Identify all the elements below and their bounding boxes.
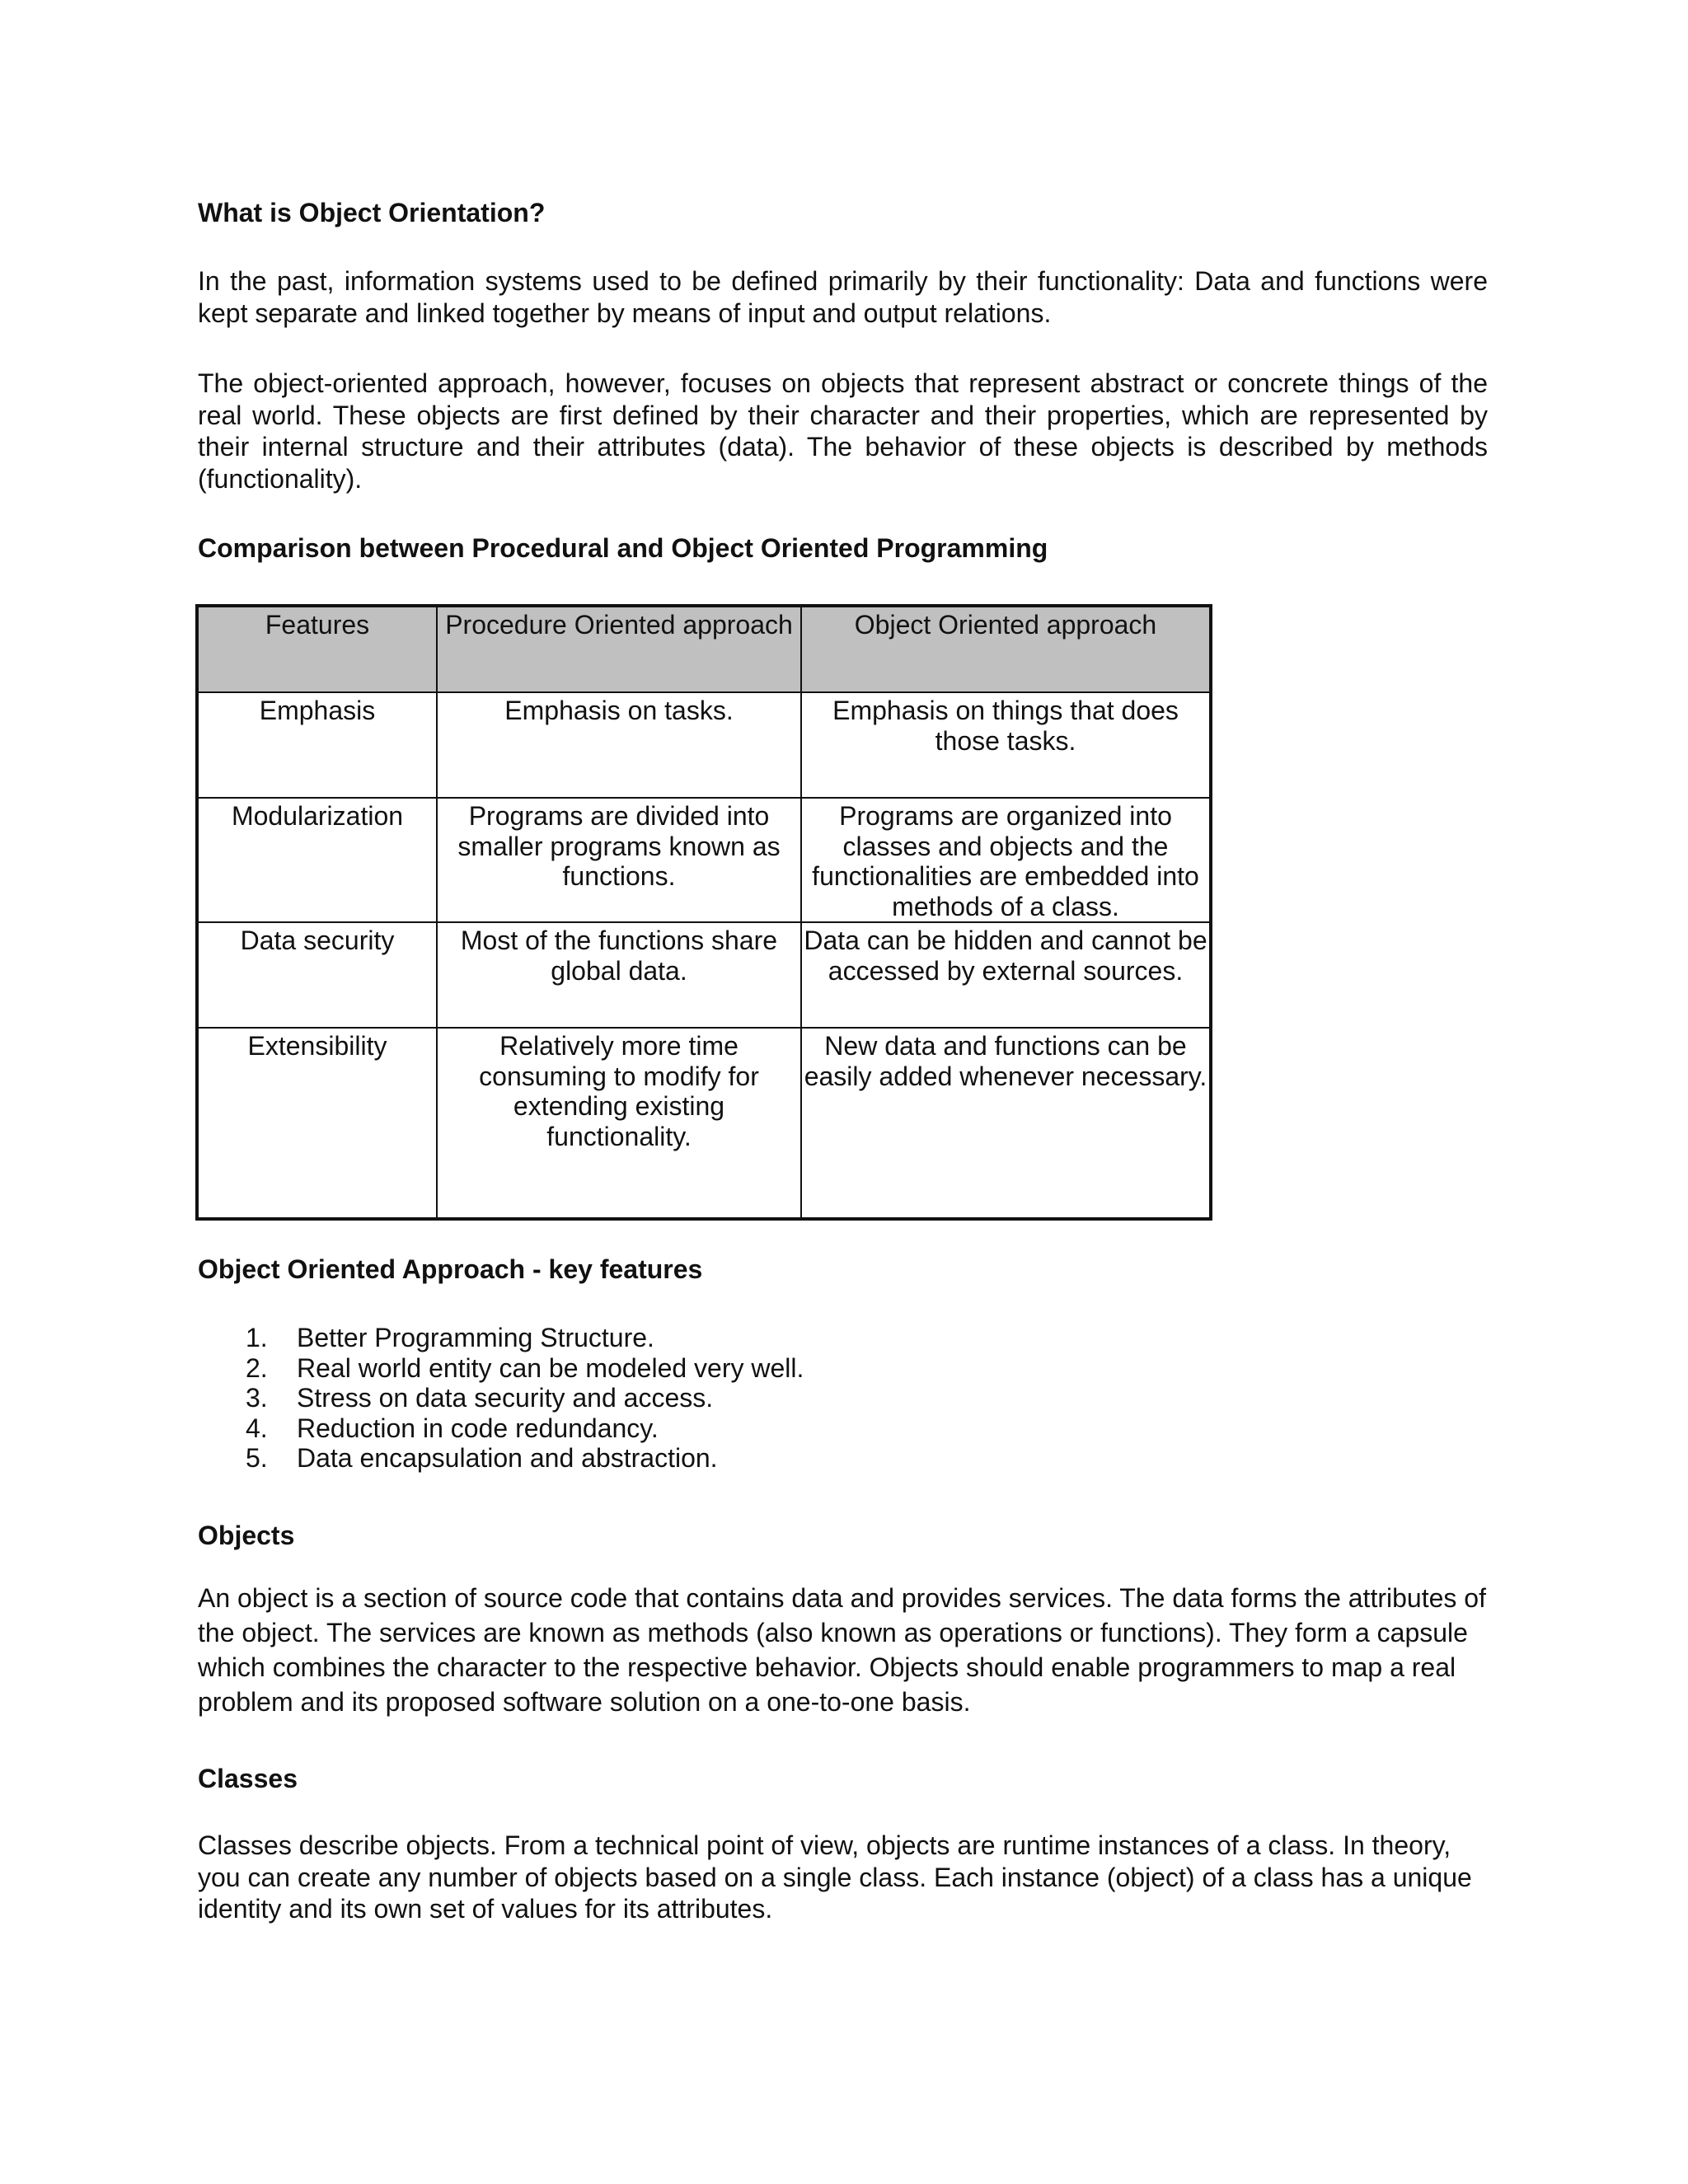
heading-comparison: Comparison between Procedural and Object Oriented Programming (198, 533, 1048, 563)
list-item-number: 2. (246, 1352, 268, 1383)
intro-paragraph-2: The object-oriented approach, however, focuses on objects that represent abstract or concrete things of the real world. These objects are first defined by their character and their properties, which are represented by their internal structure and their attributes (data). The behavior of these objects is described by methods (functionality). (198, 368, 1488, 494)
comparison-table (195, 604, 1212, 1221)
table-cell: Programs are organized into classes and objects and the functionalities are embedded into methods of a class. (801, 798, 1211, 922)
list-item-text: Data encapsulation and abstraction. (297, 1443, 718, 1473)
key-features-list (198, 1323, 804, 1474)
table-cell: Emphasis on things that does those tasks. (801, 692, 1211, 798)
table-cell: Emphasis (197, 692, 437, 798)
table-header-row (197, 606, 1211, 692)
heading-what-is-oo: What is Object Orientation? (198, 198, 546, 227)
list-item (198, 1413, 804, 1444)
table-cell: Data can be hidden and cannot be accessed by external sources. (801, 922, 1211, 1028)
table-cell: Emphasis on tasks. (437, 692, 801, 798)
header-object-oriented: Object Oriented approach (801, 606, 1211, 692)
list-item-number: 4. (246, 1413, 268, 1443)
table-cell: Modularization (197, 798, 437, 922)
table-cell: Extensibility (197, 1028, 437, 1219)
table-row (197, 692, 1211, 798)
objects-paragraph: An object is a section of source code that contains data and provides services. The data forms the attributes of the object. The services are known as methods (also known as operations or functions). They form a capsule which combines the character to the respective behavior. Objects should enable programmers to map a real problem and its proposed software solution on a one-to-one basis. (198, 1583, 1486, 1717)
header-procedure-oriented: Procedure Oriented approach (437, 606, 801, 692)
list-item-number: 5. (246, 1443, 268, 1473)
list-item (198, 1323, 804, 1353)
table-row (197, 798, 1211, 922)
list-item-number: 3. (246, 1383, 268, 1413)
list-item-text: Reduction in code redundancy. (297, 1413, 659, 1443)
list-item-text: Real world entity can be modeled very well. (297, 1352, 804, 1383)
table-cell: Data security (197, 922, 437, 1028)
list-item (198, 1353, 804, 1384)
table-cell: Most of the functions share global data. (437, 922, 801, 1028)
table-cell: New data and functions can be easily added whenever necessary. (801, 1028, 1211, 1219)
classes-paragraph: Classes describe objects. From a technical point of view, objects are runtime instances of a class. In theory, you can create any number of objects based on a single class. Each instance (object) of a class has a unique identity and its own set of values for its attributes. (198, 1830, 1472, 1924)
list-item-text: Better Programming Structure. (297, 1323, 654, 1352)
table-cell: Relatively more time consuming to modify for extending existing functionality. (437, 1028, 801, 1219)
intro-paragraph-1: In the past, information systems used to be defined primarily by their functionality: Data and functions were kept separate and linked together by means of input and output relations. (198, 266, 1488, 328)
list-item-text: Stress on data security and access. (297, 1383, 714, 1413)
heading-objects: Objects (198, 1521, 295, 1550)
heading-classes: Classes (198, 1764, 298, 1793)
table-row (197, 922, 1211, 1028)
table-cell: Programs are divided into smaller programs known as functions. (437, 798, 801, 922)
list-item (198, 1383, 804, 1413)
table-row (197, 1028, 1211, 1219)
list-item-number: 1. (246, 1323, 268, 1352)
list-item (198, 1443, 804, 1474)
heading-key-features: Object Oriented Approach - key features (198, 1254, 703, 1284)
header-features: Features (197, 606, 437, 692)
